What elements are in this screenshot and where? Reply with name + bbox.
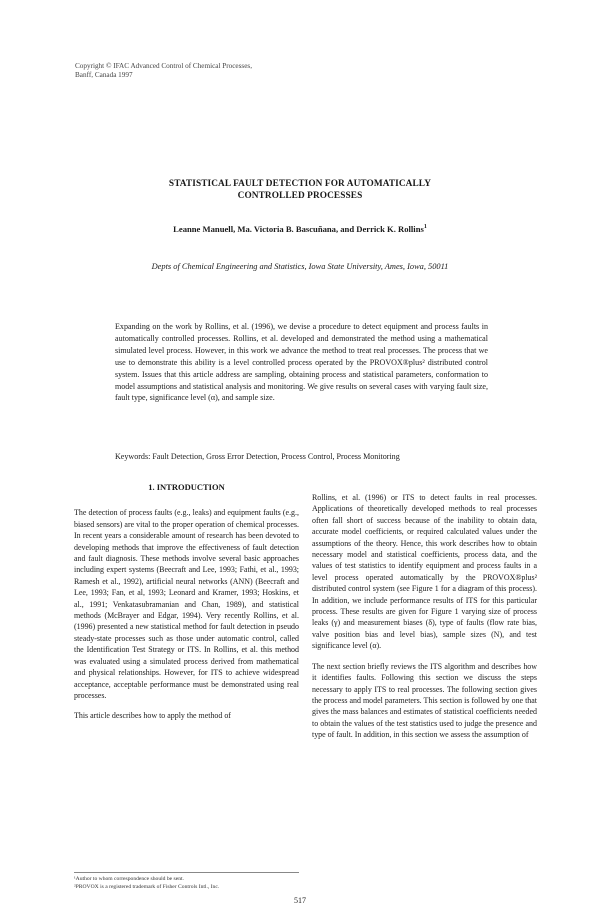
- intro-paragraph-2: This article describes how to apply the method of: [74, 711, 231, 721]
- copyright-line-1: Copyright © IFAC Advanced Control of Chemical Processes,: [75, 62, 253, 70]
- section-heading-introduction: 1. INTRODUCTION: [148, 482, 225, 492]
- footnote-1: ¹Author to whom correspondence should be sent.: [74, 876, 184, 882]
- intro-paragraph-3: Rollins, et al. (1996) or ITS to detect faults in real processes. Applications of theoretically developed methods to real processes often fall short of success because of the inability to obtain data, accurate model coefficients, or required calculated values under the assumptions of the theory. Hence, this work describes how to obtain necessary model and statistical coefficients, process data, and the values of test statistics to identify equipment and process faults in a level process operated automatically by the PROVOX®plus² distributed control system (see Figure 1 for a diagram of this process). In addition, we include performance results of ITS for this particular process. These results are given for Figure 1 varying size of process leaks (γ) and measurement biases (δ), type of faults (flow rate bias, valve position bias and level bias), sample sizes (N), and test significance level (α).: [312, 493, 537, 651]
- title-line-2: CONTROLLED PROCESSES: [237, 191, 363, 201]
- footnotes: [74, 872, 299, 891]
- abstract: Expanding on the work by Rollins, et al. (1996), we devise a procedure to detect equipment and process faults in automatically controlled processes. Rollins, et al. developed and demonstrated the method using a mathematical simulated level process. However, in this work we advance the method to treat real processes. The process that we use to demonstrate this ability is a level controlled process operated by the PROVOX®plus² distributed control system. Issues that this article address are sampling, obtaining process and statistical parameters, conformation to model assumptions and statistical analysis and monitoring. We give results on several cases with varying fault size, fault type, significance level (α), and sample size.: [115, 322, 488, 403]
- keywords: Keywords: Fault Detection, Gross Error Detection, Process Control, Process Monitoring: [115, 452, 400, 461]
- page-number: 517: [294, 896, 306, 905]
- paper-title: [0, 178, 600, 202]
- author-footnote-marker: 1: [423, 224, 427, 231]
- intro-paragraph-1: The detection of process faults (e.g., leaks) and equipment faults (e.g., biased sensors) are vital to the proper operation of chemical processes. In recent years a considerable amount of research has been devoted to developing methods that improve the effectiveness of fault detection and fault diagnosis. These methods involve several basic approaches including expert systems (Beecraft and Lee, 1993; Fathi, et al., 1993; Ramesh et al., 1992), artificial neural networks (ANN) (Beecraft and Lee, 1993; Fan, et al, 1993; Leonard and Kramer, 1993; Hoskins, et al., 1991; Venkatasubramanian and Chan, 1989), and statistical methods (McBrayer and Edgar, 1994). Very recently Rollins, et al. (1996) presented a new statistical method for fault detection in pseudo steady-state processes such as those under automatic control, called the Identification Test Strategy or ITS. In Rollins, et al. this method was evaluated using a simulated process derived from mathematical and physical relationships. However, for ITS to achieve widespread acceptance, acceptable performance must be demonstrated using real processes.: [74, 508, 299, 700]
- author-list: [0, 224, 600, 234]
- title-line-1: STATISTICAL FAULT DETECTION FOR AUTOMATICALLY: [168, 179, 432, 189]
- footnote-2: ²PROVOX is a registered trademark of Fisher Controls Intl., Inc.: [74, 884, 220, 890]
- copyright-notice: [75, 62, 252, 80]
- intro-paragraph-4: The next section briefly reviews the ITS algorithm and describes how it identifies faults. Following this section we discuss the steps necessary to apply ITS to real processes. The following section gives the process and model parameters. This section is followed by one that gives the mass balances and estimates of statistical coefficients needed to obtain the values of the test statistics used to judge the presence and type of fault. In addition, in this section we assess the assumption of: [312, 661, 537, 740]
- copyright-line-2: Banff, Canada 1997: [75, 71, 133, 79]
- right-column: [312, 492, 537, 750]
- affiliation: Depts of Chemical Engineering and Statistics, Iowa State University, Ames, Iowa, 50011: [151, 262, 449, 271]
- author-names: Leanne Manuell, Ma. Victoria B. Bascuñana, and Derrick K. Rollins: [173, 224, 424, 234]
- left-column: [74, 482, 299, 731]
